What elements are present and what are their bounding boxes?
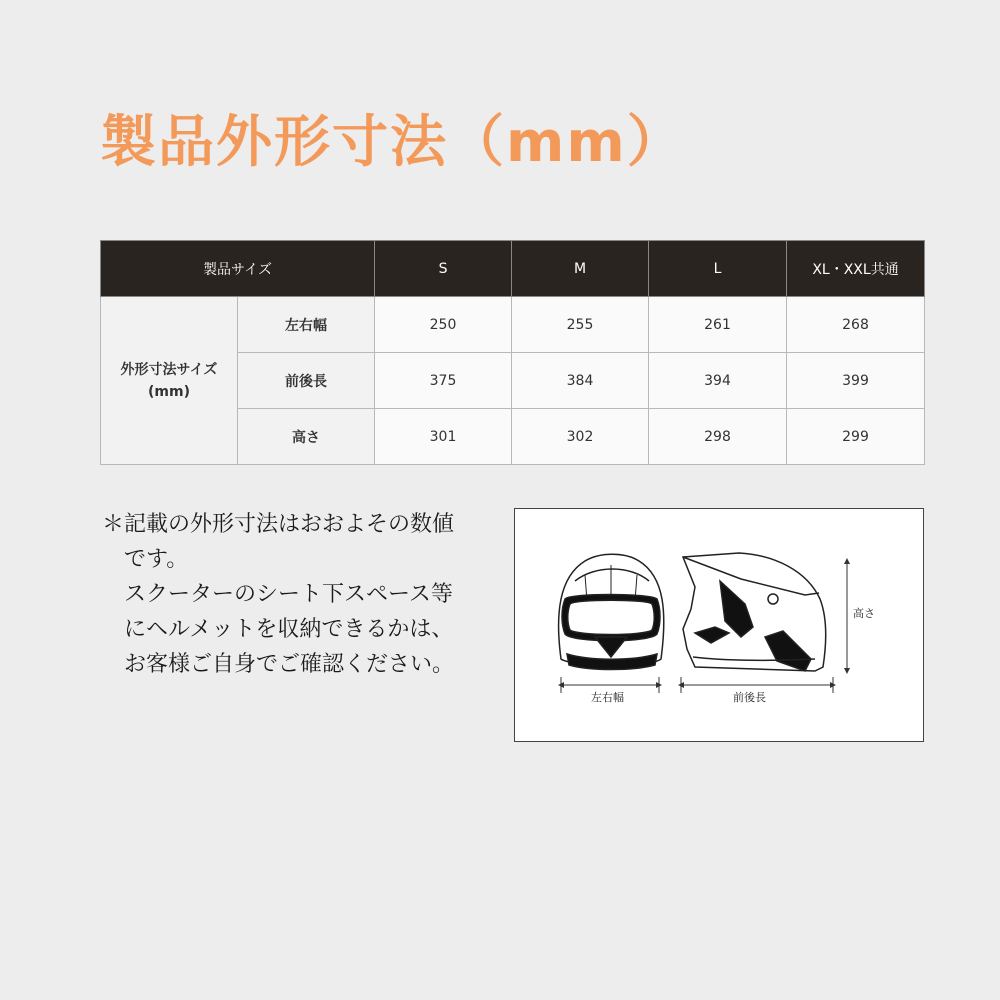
diagram-height-label: 高さ: [853, 607, 875, 620]
note-line: ＊記載の外形寸法はおおよその数値: [102, 512, 455, 537]
row-label-length: 前後長: [238, 353, 375, 409]
table-cell: 394: [649, 353, 787, 409]
table-cell: 298: [649, 409, 787, 465]
header-product-size: 製品サイズ: [101, 241, 375, 297]
table-cell: 255: [512, 297, 649, 353]
size-table: [100, 240, 925, 465]
helmet-dimension-diagram: [514, 508, 924, 742]
table-cell: 299: [787, 409, 925, 465]
note-line: です。: [124, 547, 189, 572]
table-cell: 268: [787, 297, 925, 353]
table-header-row: [101, 241, 925, 297]
diagram-length-label: 前後長: [733, 691, 766, 704]
header-size-l: L: [649, 241, 787, 297]
table-cell: 261: [649, 297, 787, 353]
helmet-illustration: [515, 509, 923, 741]
row-label-height: 高さ: [238, 409, 375, 465]
table-row: [101, 297, 925, 353]
table-cell: 384: [512, 353, 649, 409]
note-line: スクーターのシート下スペース等: [124, 582, 453, 607]
header-size-xl-xxl: XL・XXL共通: [787, 241, 925, 297]
group-label-line2: (mm): [148, 383, 190, 400]
row-label-width: 左右幅: [238, 297, 375, 353]
table-cell: 375: [375, 353, 512, 409]
helmet-side-view: [683, 553, 826, 671]
table-cell: 301: [375, 409, 512, 465]
group-label-line1: 外形寸法サイズ: [120, 361, 218, 378]
diagram-width-label: 左右幅: [591, 691, 624, 704]
note-line: お客様ご自身でご確認ください。: [124, 652, 455, 677]
table-cell: 399: [787, 353, 925, 409]
note-line: にヘルメットを収納できるかは、: [124, 617, 454, 642]
table-cell: 250: [375, 297, 512, 353]
dimension-note: [102, 507, 502, 682]
page-title: 製品外形寸法（mm）: [100, 110, 685, 175]
header-size-s: S: [375, 241, 512, 297]
header-size-m: M: [512, 241, 649, 297]
table-cell: 302: [512, 409, 649, 465]
helmet-front-view: [559, 554, 664, 669]
group-label: [101, 297, 238, 465]
